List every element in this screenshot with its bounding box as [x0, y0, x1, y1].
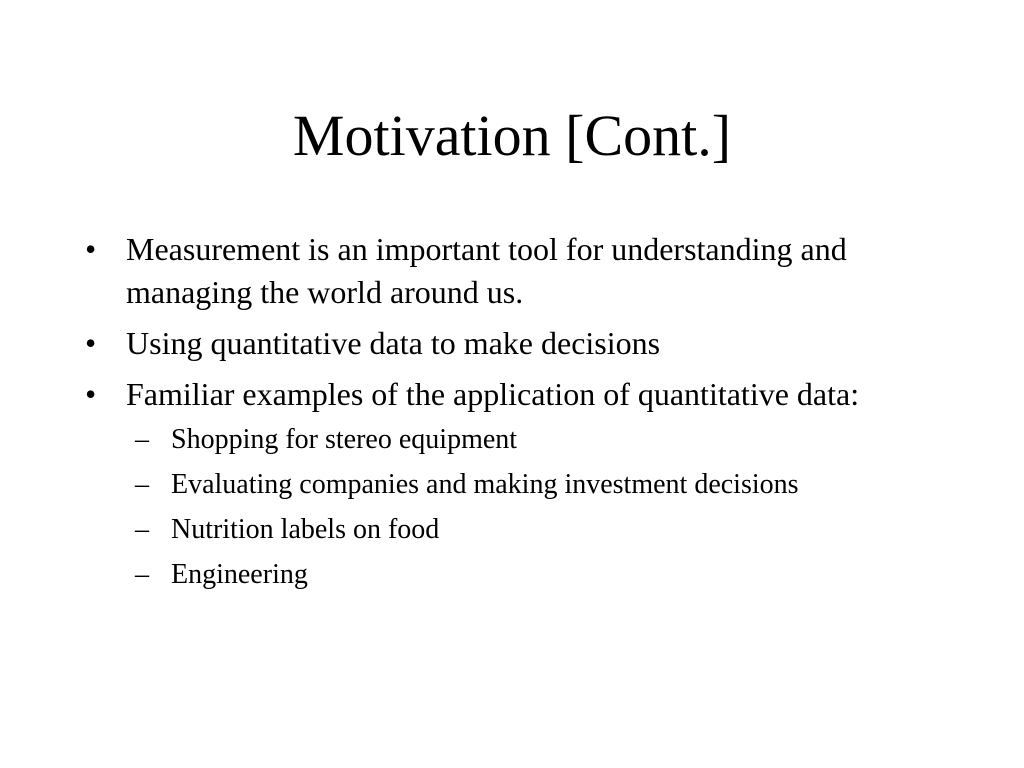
sub-bullet-text: Evaluating companies and making investment decisions: [171, 469, 799, 500]
sub-bullet-text: Engineering: [171, 559, 308, 590]
bullet-item: [85, 373, 885, 592]
sub-bullet-item: [126, 557, 811, 592]
sub-bullet-item: [126, 467, 811, 502]
bullet-item: [85, 322, 885, 365]
sub-bullet-marker: –: [135, 424, 149, 455]
bullet-marker: •: [85, 231, 97, 267]
sub-bullet-marker: –: [135, 514, 149, 545]
sub-bullet-text: Nutrition labels on food: [171, 514, 440, 545]
bullet-text: Familiar examples of the application of quantitative data:: [126, 376, 860, 412]
sub-bullet-item: [126, 422, 811, 457]
bullet-item: [85, 228, 885, 314]
bullet-list: [85, 228, 885, 602]
sub-bullet-list: [126, 422, 885, 592]
bullet-marker: •: [85, 325, 97, 361]
bullet-marker: •: [85, 376, 97, 412]
bullet-text: Measurement is an important tool for understanding and managing the world around us.: [126, 231, 847, 310]
bullet-text: Using quantitative data to make decisions: [126, 325, 661, 361]
sub-bullet-marker: –: [135, 559, 149, 590]
slide-title: Motivation [Cont.]: [292, 103, 732, 168]
sub-bullet-item: [126, 512, 811, 547]
sub-bullet-text: Shopping for stereo equipment: [171, 424, 518, 455]
sub-bullet-marker: –: [135, 469, 149, 500]
